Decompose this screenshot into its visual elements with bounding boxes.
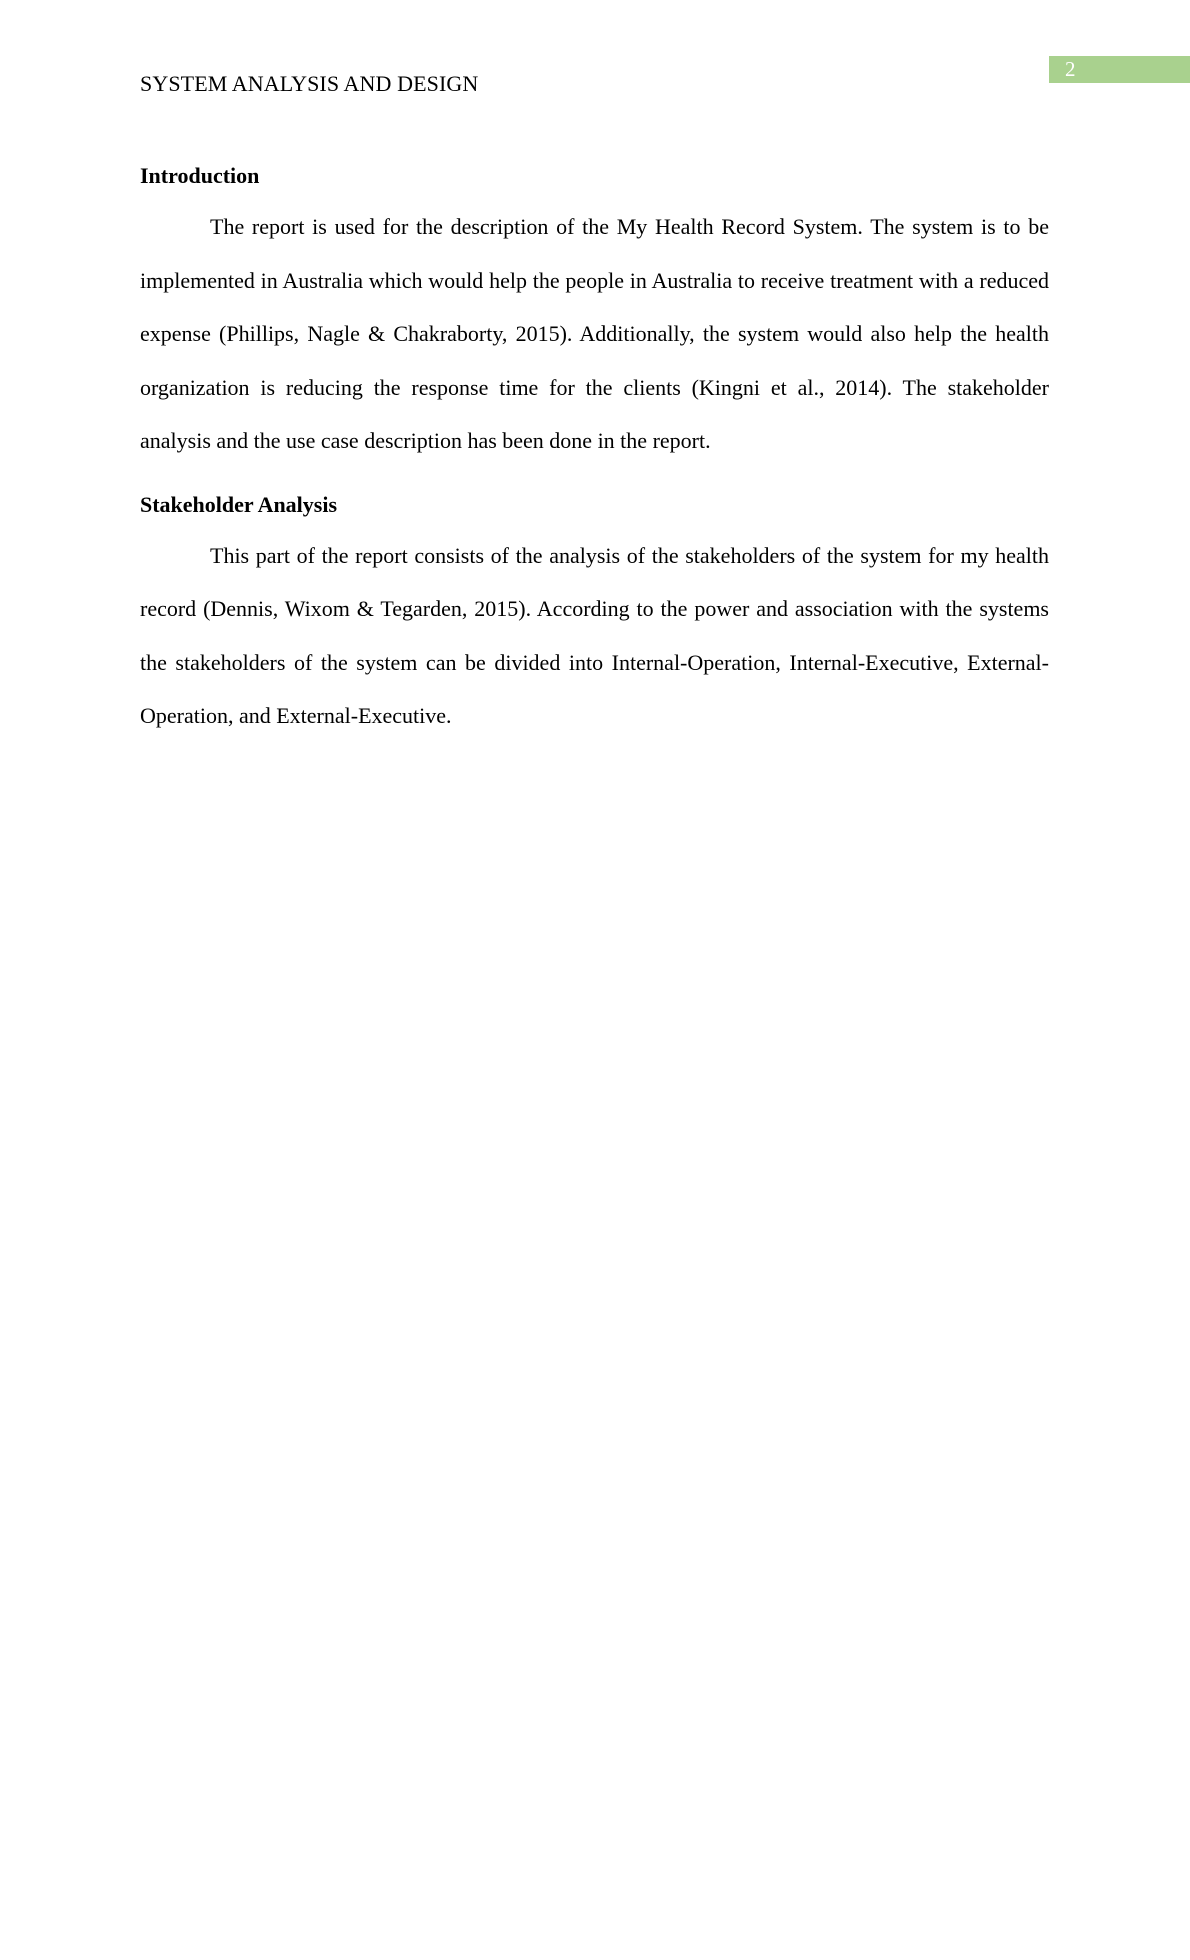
section-heading-introduction: Introduction [140, 163, 260, 188]
running-header: SYSTEM ANALYSIS AND DESIGN [140, 71, 479, 96]
document-body [140, 160, 1049, 743]
page-number: 2 [1065, 57, 1076, 81]
section-paragraph-introduction: The report is used for the description of the My Health Record System. The system is to be implemented in Australia which would help the people in Australia to receive treatment with a reduced expense (Phillips, Nagle & Chakraborty, 2015). Additionally, the system would also help the health organization is reducing the response time for the clients (Kingni et al., 2014). The stakeholder analysis and the use case description has been done in the report. [140, 214, 1049, 453]
section-heading-stakeholder-analysis: Stakeholder Analysis [140, 491, 338, 517]
section-paragraph-stakeholder-analysis: This part of the report consists of the analysis of the stakeholders of the system for my health record (Dennis, Wixom & Tegarden, 2015). According to the power and association with the systems the stakeholders of the system can be divided into Internal-Operation, Internal-Executive, External-Operation, and External-Executive. [140, 542, 1049, 728]
page-number-badge [1049, 56, 1190, 83]
